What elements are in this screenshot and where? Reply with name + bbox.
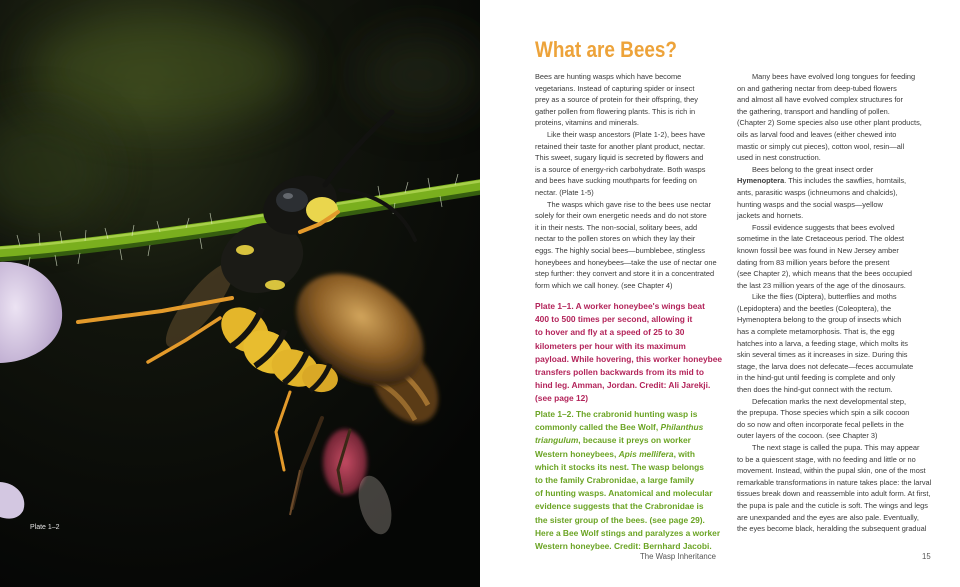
- text-run: of hunting wasps. Anatomical and molecular: [535, 488, 713, 499]
- text-run: commonly called the Bee Wolf,: [535, 422, 661, 433]
- text-run: Hymenoptera belong to the group of insects which: [737, 315, 902, 325]
- text-run: nectar to the pollen stores on which they lay their: [535, 234, 696, 244]
- text-line: [535, 141, 740, 153]
- text-line: [535, 222, 740, 234]
- text-line: [737, 117, 942, 129]
- text-line: [737, 280, 942, 292]
- text-page: [480, 0, 960, 587]
- text-line: [737, 257, 942, 269]
- text-run: form which we call honey. (see Chapter 4): [535, 280, 673, 290]
- text-line: [737, 349, 942, 361]
- text-run: has a complete metamorphosis. That is, the egg: [737, 327, 895, 337]
- text-run: used in nest construction.: [737, 153, 821, 163]
- text-run: mastic or simply cut pieces), cotton wool, resin—all: [737, 141, 905, 151]
- text-run: tissues break down and reassemble into adult form. At first,: [737, 489, 931, 499]
- text-line: [737, 442, 942, 454]
- text-run: Bees are hunting wasps which have become: [535, 72, 682, 81]
- text-line: [737, 141, 942, 153]
- text-run: (see Chapter 2), which means that the bees occupied: [737, 269, 913, 279]
- text-run: to be a quiescent stage, with no feeding and little or no: [737, 454, 916, 464]
- paragraph: [737, 291, 942, 395]
- text-line: [737, 291, 942, 303]
- text-run: is a source of energy-rich carbohydrate. Both wasps: [535, 164, 706, 174]
- text-line: [535, 117, 740, 129]
- text-line: [737, 384, 942, 396]
- paragraph: [737, 164, 942, 222]
- text-line: [535, 268, 740, 280]
- text-line: [535, 461, 740, 474]
- text-line: [535, 152, 740, 164]
- text-run: 400 to 500 times per second, allowing it: [535, 314, 693, 325]
- text-line: [737, 465, 942, 477]
- text-line: [535, 487, 740, 500]
- plate-1-2-caption: [535, 408, 740, 553]
- text-line: [737, 245, 942, 257]
- text-run: solely for their own energetic needs and do not store: [535, 211, 707, 221]
- text-run: and almost all have evolved complex structures for: [737, 95, 903, 105]
- text-line: [535, 210, 740, 222]
- text-run: the last 23 million years of the age of the dinosaurs.: [737, 280, 906, 290]
- text-run: the eyes become black, heralding the subsequent gradual: [737, 524, 927, 534]
- text-run: hatches into a larva, a feeding stage, which molts its: [737, 338, 908, 348]
- text-line: [737, 152, 942, 164]
- page-title: What are Bees?: [535, 37, 677, 62]
- text-line: [535, 408, 740, 421]
- text-line: [535, 83, 740, 95]
- text-line: [535, 164, 740, 176]
- text-line: [737, 326, 942, 338]
- text-line: [737, 361, 942, 373]
- text-line: [535, 300, 740, 313]
- text-line: [737, 129, 942, 141]
- italic-term: Philanthus: [660, 422, 704, 433]
- text-line: [535, 421, 740, 434]
- text-run: . This includes the sawflies, horntails,: [784, 176, 907, 186]
- text-run: prey as a source of protein for their offspring, they: [535, 95, 698, 105]
- text-run: payload. While hovering, this worker honeybee: [535, 353, 723, 364]
- text-line: [737, 175, 942, 187]
- text-run: oils as larval food and leaves (either chewed into: [737, 129, 897, 139]
- text-run: Western honeybee. Credit: Bernhard Jacobi.: [535, 540, 712, 551]
- paragraph: [535, 129, 740, 199]
- text-line: [737, 372, 942, 384]
- text-run: sometime in the late Cretaceous period. The oldest: [737, 234, 905, 244]
- wasp-eye: [276, 188, 308, 212]
- paragraph: [737, 396, 942, 442]
- text-run: Like the flies (Diptera), butterflies and moths: [752, 292, 897, 302]
- text-line: [737, 407, 942, 419]
- text-run: honeybees and honeybees—take the use of nectar one: [535, 257, 717, 267]
- text-line: [737, 268, 942, 280]
- text-run: nectar. (Plate 1-5): [535, 187, 594, 197]
- text-run: skin several times as it increases in size. During this: [737, 350, 908, 360]
- column-right: [737, 71, 942, 535]
- text-line: [535, 71, 740, 83]
- text-run: eggs. The highly social bees—bumblebee, stingless: [535, 245, 705, 255]
- text-line: [535, 106, 740, 118]
- text-line: [737, 164, 942, 176]
- text-run: This sweet, sugary liquid is secreted by flowers and: [535, 153, 704, 163]
- text-run: Here a Bee Wolf stings and paralyzes a worker: [535, 527, 721, 538]
- plate-label: Plate 1–2: [30, 524, 60, 531]
- text-run: ants, parasitic wasps (ichneumons and chalcids),: [737, 187, 898, 197]
- text-line: [535, 514, 740, 527]
- text-line: [535, 448, 740, 461]
- text-line: [737, 222, 942, 234]
- text-run: Like their wasp ancestors (Plate 1-2), bees have: [547, 129, 706, 139]
- text-run: then does the hind-gut connect with the rectum.: [737, 385, 893, 395]
- text-line: [535, 233, 740, 245]
- text-run: transfers pollen backwards from its mid to: [535, 366, 704, 377]
- text-line: [535, 245, 740, 257]
- running-head: The Wasp Inheritance: [640, 552, 716, 561]
- text-run: remarkable transformations in nature takes place: the larval: [737, 477, 932, 487]
- plate-1-1-caption: [535, 300, 740, 406]
- text-line: [535, 187, 740, 199]
- text-run: which it stocks its nest. The wasp belongs: [535, 461, 704, 472]
- text-run: proteins, vitamins and minerals.: [535, 118, 639, 128]
- italic-term: triangulum: [535, 435, 579, 446]
- text-line: [737, 477, 942, 489]
- text-run: the sister group of the bees. (see page 29).: [535, 514, 705, 525]
- text-run: (Lepidoptera) and the beetles (Coleoptera), the: [737, 303, 892, 313]
- wasp-face: [306, 197, 338, 223]
- text-line: [535, 379, 740, 392]
- text-run: are unexpanded and the eyes are also pale. Eventually,: [737, 512, 919, 522]
- text-line: [535, 313, 740, 326]
- text-line: [535, 527, 740, 540]
- text-run: it in their nests. The non-social, solitary bees, add: [535, 222, 698, 232]
- text-line: [535, 199, 740, 211]
- text-run: Western honeybees,: [535, 448, 619, 459]
- text-run: evidence suggests that the Crabronidae is: [535, 501, 704, 512]
- text-line: [737, 523, 942, 535]
- paragraph: [535, 199, 740, 292]
- text-line: [535, 326, 740, 339]
- text-run: to hover and fly at a speed of 25 to 30: [535, 327, 685, 338]
- text-line: [737, 83, 942, 95]
- text-line: [535, 474, 740, 487]
- text-run: kilometers per hour with its maximum: [535, 340, 686, 351]
- italic-term: Apis mellifera: [618, 448, 674, 459]
- text-line: [535, 353, 740, 366]
- text-line: [737, 233, 942, 245]
- paragraph: [737, 71, 942, 164]
- text-line: [737, 94, 942, 106]
- text-run: do so now and often incorporate fecal pellets in the: [737, 419, 904, 429]
- text-run: retained their taste for another plant product, nectar.: [535, 141, 706, 151]
- text-line: [737, 512, 942, 524]
- text-run: movement. Instead, within the pupal skin, one of the most: [737, 466, 926, 476]
- text-line: [535, 257, 740, 269]
- text-run: hunting wasps and the social wasps—yellow: [737, 199, 883, 209]
- column-left: [535, 71, 740, 291]
- text-run: known fossil bee was found in New Jersey amber: [737, 245, 899, 255]
- text-line: [737, 210, 942, 222]
- text-line: [737, 199, 942, 211]
- text-run: Plate 1–1. A worker honeybee's wings beat: [535, 301, 705, 311]
- text-run: step further: they convert and store it in a concentrated: [535, 269, 715, 279]
- text-run: (see page 12): [535, 393, 589, 404]
- text-line: [535, 129, 740, 141]
- text-line: [737, 430, 942, 442]
- paragraph: [737, 442, 942, 535]
- text-run: the prepupa. Those species which spin a silk cocoon: [737, 408, 910, 418]
- text-line: [535, 366, 740, 379]
- text-line: [737, 454, 942, 466]
- text-run: The wasps which gave rise to the bees use nectar: [547, 199, 711, 209]
- text-run: , because it preys on worker: [578, 435, 691, 446]
- text-line: [535, 392, 740, 405]
- text-line: [737, 488, 942, 500]
- bold-term: Hymenoptera: [737, 176, 785, 186]
- text-run: on and gathering nectar from deep-tubed flowers: [737, 83, 897, 93]
- text-line: [737, 303, 942, 315]
- text-run: in the hind-gut until feeding is complete and only: [737, 373, 896, 383]
- text-line: [535, 280, 740, 292]
- text-line: [737, 106, 942, 118]
- text-line: [737, 338, 942, 350]
- text-run: , with: [673, 448, 695, 459]
- text-run: hind leg. Amman, Jordan. Credit: Ali Jarekji.: [535, 380, 711, 391]
- text-line: [535, 340, 740, 353]
- text-line: [535, 175, 740, 187]
- text-run: Bees belong to the great insect order: [752, 164, 874, 174]
- text-run: the gathering, transport and handling of pollen.: [737, 106, 890, 116]
- text-run: Many bees have evolved long tongues for feeding: [752, 72, 916, 81]
- text-line: [535, 500, 740, 513]
- text-run: vegetarians. Instead of capturing spider or insect: [535, 83, 695, 93]
- text-run: jackets and hornets.: [737, 211, 804, 221]
- text-run: Fossil evidence suggests that bees evolved: [752, 222, 895, 232]
- text-line: [535, 434, 740, 447]
- text-run: the pupa is pale and the cuticle is soft. The wings and legs: [737, 500, 928, 510]
- text-run: outer layers of the cocoon. (see Chapter 3): [737, 431, 878, 441]
- text-line: [737, 396, 942, 408]
- text-run: gather pollen from flowering plants. This is rich in: [535, 106, 696, 116]
- text-run: stage, the larva does not defecate—feces accumulate: [737, 361, 914, 371]
- text-line: [535, 94, 740, 106]
- text-run: to the family Crabronidae, a large family: [535, 474, 695, 485]
- page-number: 15: [922, 552, 931, 561]
- text-run: dating from 83 million years before the present: [737, 257, 890, 267]
- text-line: [737, 500, 942, 512]
- text-run: Plate 1–2. The crabronid hunting wasp is: [535, 409, 698, 419]
- text-run: (Chapter 2) Some species also use other plant products,: [737, 118, 922, 128]
- text-line: [737, 187, 942, 199]
- text-line: [737, 71, 942, 83]
- text-run: The next stage is called the pupa. This may appear: [752, 443, 920, 452]
- paragraph: [535, 71, 740, 129]
- text-line: [737, 314, 942, 326]
- text-line: [737, 419, 942, 431]
- text-run: Defecation marks the next developmental step,: [752, 396, 907, 406]
- paragraph: [737, 222, 942, 292]
- text-run: and bees have sucking mouthparts for feeding on: [535, 176, 697, 186]
